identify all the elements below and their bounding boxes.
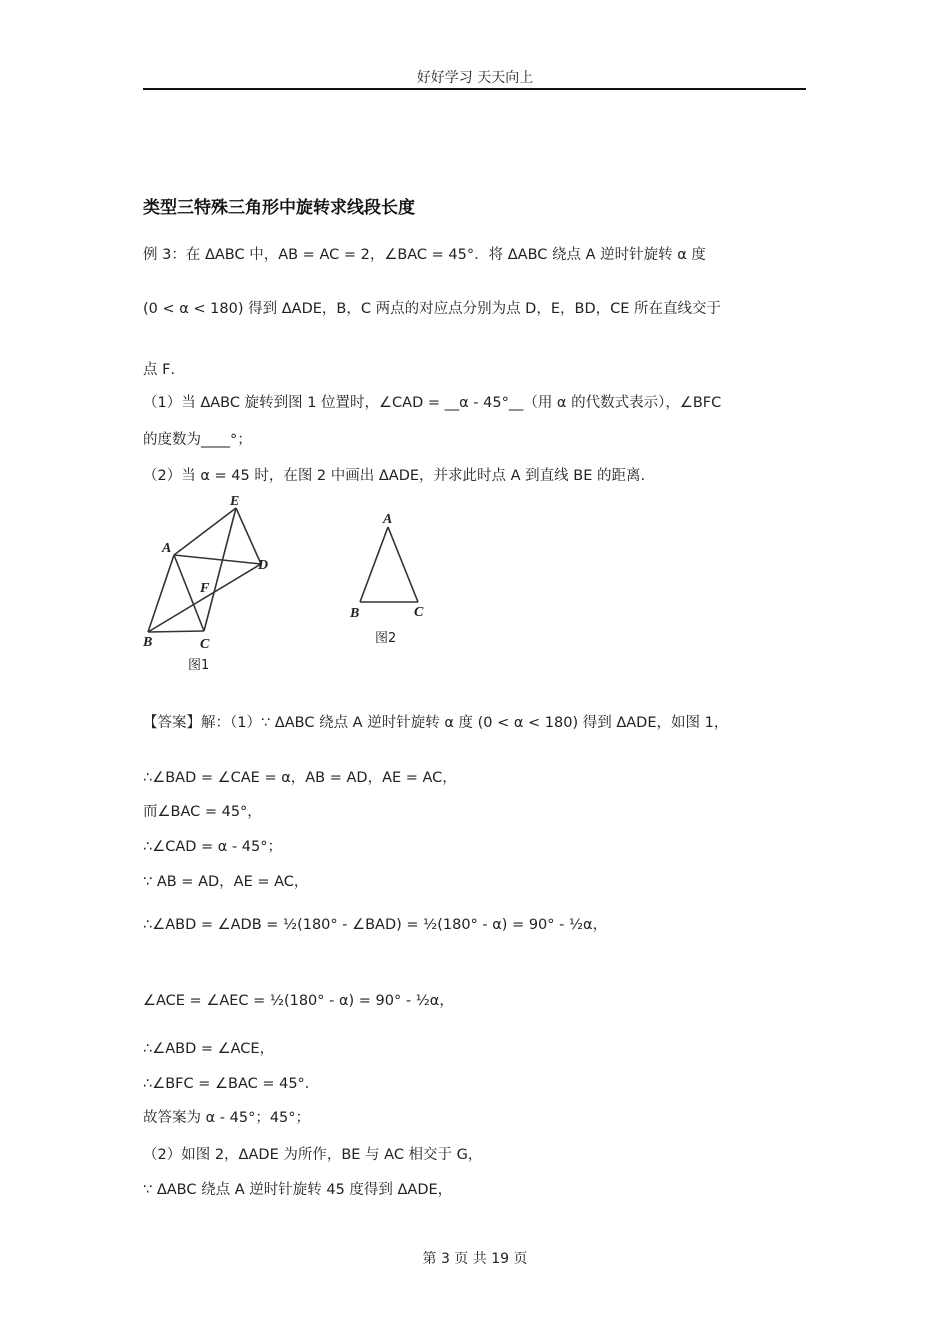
question-1-line-1: （1）当 ΔABC 旋转到图 1 位置时，∠CAD = __α - 45°__（用 α 的代数式表示），∠BFC <box>143 395 722 411</box>
problem-line-1: 例 3：在 ΔABC 中，AB = AC = 2，∠BAC = 45°．将 ΔABC 绕点 A 逆时针旋转 α 度 <box>143 247 706 263</box>
answer-line-1: 【答案】解：（1）∵ ΔABC 绕点 A 逆时针旋转 α 度 (0 < α < 180) 得到 ΔADE，如图 1， <box>143 715 729 731</box>
fig2-caption: 图2 <box>375 631 397 646</box>
problem-line-3: 点 F． <box>143 362 185 378</box>
fig1-label-b: B <box>143 635 153 650</box>
fig1-label-a: A <box>162 541 172 556</box>
question-1-line-2: 的度数为____°； <box>143 432 252 448</box>
section-title: 类型三特殊三角形中旋转求线段长度 <box>143 198 415 218</box>
answer-line-10: 故答案为 α - 45°；45°； <box>143 1110 311 1126</box>
fig2-label-b: B <box>350 606 360 621</box>
answer-line-2: ∴∠BAD = ∠CAE = α，AB = AD，AE = AC， <box>143 770 457 786</box>
answer-line-3: 而∠BAC = 45°， <box>143 804 262 820</box>
fig1-label-c: C <box>200 637 210 652</box>
page-header: 好好学习 天天向上 <box>416 70 534 86</box>
answer-line-8: ∴∠ABD = ∠ACE， <box>143 1041 275 1057</box>
fig2-label-c: C <box>414 605 424 620</box>
problem-line-2: (0 < α < 180) 得到 ΔADE，B，C 两点的对应点分别为点 D，E，BD，CE 所在直线交于 <box>143 301 722 317</box>
page-footer: 第 3 页 共 19 页 <box>422 1251 528 1267</box>
answer-line-5: ∵ AB = AD，AE = AC， <box>143 874 309 890</box>
answer-line-12: ∵ ΔABC 绕点 A 逆时针旋转 45 度得到 ΔADE， <box>143 1182 453 1198</box>
fig1-label-f: F <box>200 581 210 596</box>
answer-line-7: ∠ACE = ∠AEC = ½(180° - α) = 90° - ½α， <box>143 993 454 1009</box>
answer-line-9: ∴∠BFC = ∠BAC = 45°． <box>143 1076 320 1092</box>
figure-2 <box>340 505 440 650</box>
fig1-label-e: E <box>230 494 240 509</box>
answer-line-4: ∴∠CAD = α - 45°； <box>143 839 283 855</box>
header-divider <box>143 88 806 90</box>
fig2-label-a: A <box>383 512 393 527</box>
figure-1 <box>138 488 288 678</box>
answer-line-11: （2）如图 2，ΔADE 为所作，BE 与 AC 相交于 G， <box>143 1147 483 1163</box>
question-2: （2）当 α = 45 时，在图 2 中画出 ΔADE，并求此时点 A 到直线 BE 的距离. <box>143 468 646 484</box>
fig1-caption: 图1 <box>188 658 210 673</box>
fig1-label-d: D <box>258 558 269 573</box>
answer-line-6: ∴∠ABD = ∠ADB = ½(180° - ∠BAD) = ½(180° - α) = 90° - ½α， <box>143 917 608 933</box>
